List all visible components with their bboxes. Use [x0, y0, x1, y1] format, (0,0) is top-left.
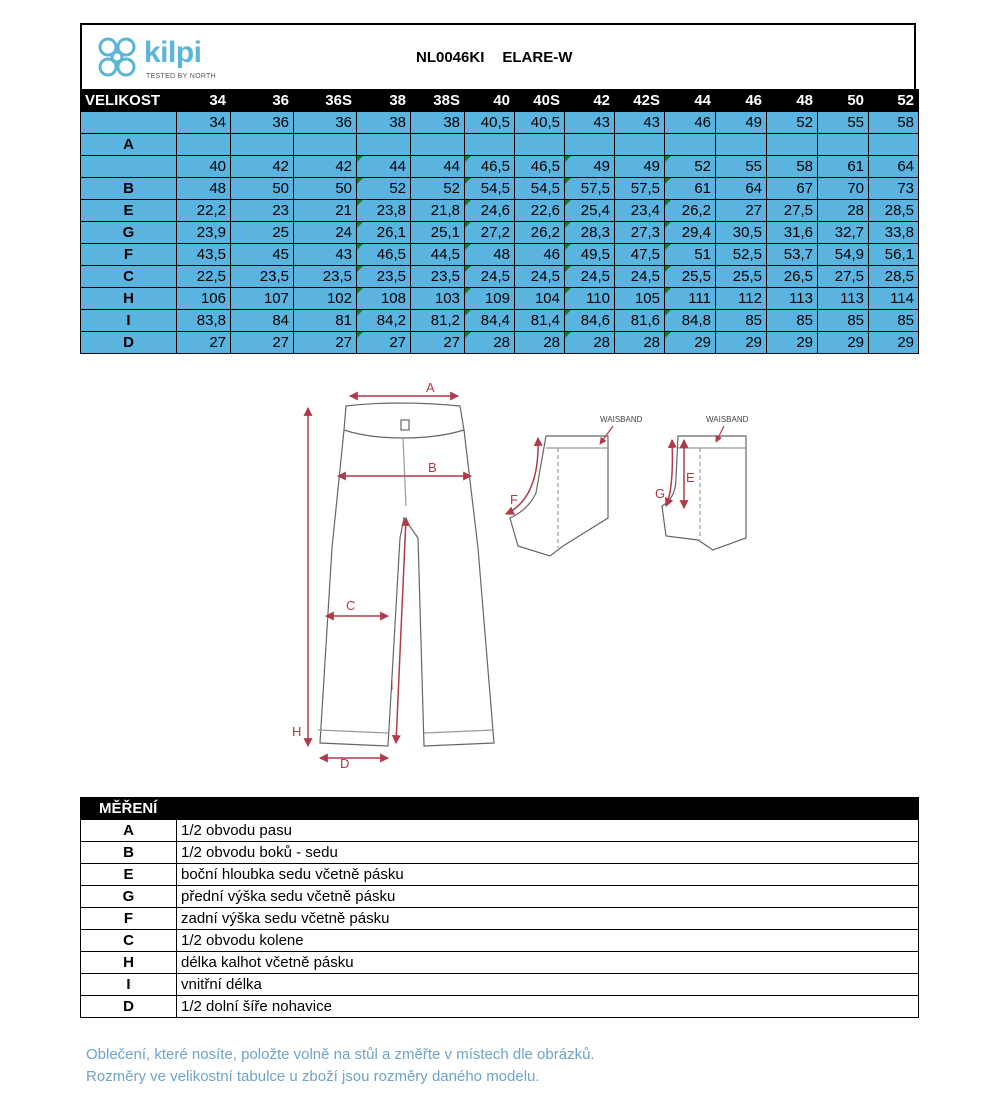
- measure-row: [81, 908, 919, 930]
- size-header-cell: 48: [767, 90, 818, 112]
- size-cell: [465, 134, 515, 156]
- size-cell: 106: [177, 288, 231, 310]
- back-seat-outline: [510, 436, 608, 556]
- size-cell: 67: [767, 178, 818, 200]
- size-cell: 26,2: [515, 222, 565, 244]
- note-line-2: Rozměry ve velikostní tabulce u zboží jsou rozměry daného modelu.: [86, 1068, 540, 1085]
- size-cell: 83,8: [177, 310, 231, 332]
- size-cell: 27: [716, 200, 767, 222]
- size-cell: 29: [767, 332, 818, 354]
- measurement-diagram: [288, 378, 758, 770]
- measure-key: G: [81, 886, 177, 908]
- size-cell: 27: [231, 332, 294, 354]
- size-cell: 44,5: [411, 244, 465, 266]
- size-cell: 49: [615, 156, 665, 178]
- note-line-1: Oblečení, které nosíte, položte volně na stůl a změřte v místech dle obrázků.: [86, 1046, 595, 1063]
- size-row: [81, 156, 919, 178]
- label-c: C: [346, 598, 356, 613]
- side-seat-outline: [662, 436, 746, 550]
- size-cell: 56,1: [869, 244, 919, 266]
- size-cell: 46,5: [515, 156, 565, 178]
- measure-header-label: MĚŘENÍ: [81, 798, 177, 820]
- size-cell: 40,5: [515, 112, 565, 134]
- size-cell: 24,5: [465, 266, 515, 288]
- size-cell: 24: [294, 222, 357, 244]
- size-cell: 40: [177, 156, 231, 178]
- size-cell: 81: [294, 310, 357, 332]
- size-row-label: I: [81, 310, 177, 332]
- size-cell: 84: [231, 310, 294, 332]
- measure-description: 1/2 dolní šíře nohavice: [177, 996, 919, 1018]
- size-cell: 84,6: [565, 310, 615, 332]
- size-cell: 28: [565, 332, 615, 354]
- sheet-header: [80, 23, 916, 89]
- brand-tagline: TESTED BY NORTH: [146, 73, 216, 80]
- size-cell: 46,5: [465, 156, 515, 178]
- size-header-cell: 40: [465, 90, 515, 112]
- size-cell: 44: [411, 156, 465, 178]
- size-cell: 64: [716, 178, 767, 200]
- size-cell: [716, 134, 767, 156]
- waistband-label-side: WAISBAND: [706, 415, 749, 424]
- size-row: [81, 200, 919, 222]
- label-e: E: [686, 470, 695, 485]
- size-cell: 23,5: [231, 266, 294, 288]
- size-row-label: F: [81, 244, 177, 266]
- size-cell: 27,5: [818, 266, 869, 288]
- size-cell: 28,5: [869, 200, 919, 222]
- size-cell: 28,5: [869, 266, 919, 288]
- size-cell: 112: [716, 288, 767, 310]
- size-cell: 21,8: [411, 200, 465, 222]
- measure-key: C: [81, 930, 177, 952]
- size-row-label: D: [81, 332, 177, 354]
- size-cell: 27,2: [465, 222, 515, 244]
- size-row: [81, 266, 919, 288]
- size-header-cell: 44: [665, 90, 716, 112]
- size-cell: 49: [565, 156, 615, 178]
- size-cell: 36: [231, 112, 294, 134]
- size-cell: 55: [716, 156, 767, 178]
- size-cell: 38: [411, 112, 465, 134]
- measure-description: přední výška sedu včetně pásku: [177, 886, 919, 908]
- size-cell: 29: [818, 332, 869, 354]
- size-cell: 54,9: [818, 244, 869, 266]
- measure-key: E: [81, 864, 177, 886]
- size-cell: 25,5: [665, 266, 716, 288]
- size-header-cell: 40S: [515, 90, 565, 112]
- size-cell: 46: [665, 112, 716, 134]
- measure-key: H: [81, 952, 177, 974]
- size-cell: 61: [818, 156, 869, 178]
- size-header-label: VELIKOST: [81, 90, 177, 112]
- size-cell: 28: [515, 332, 565, 354]
- label-g: G: [655, 486, 666, 501]
- size-header-cell: 38S: [411, 90, 465, 112]
- size-row: [81, 288, 919, 310]
- size-cell: 54,5: [515, 178, 565, 200]
- label-f: F: [510, 492, 518, 507]
- size-table: [80, 89, 919, 354]
- size-cell: 73: [869, 178, 919, 200]
- measure-description: zadní výška sedu včetně pásku: [177, 908, 919, 930]
- size-row: [81, 134, 919, 156]
- measure-description: boční hloubka sedu včetně pásku: [177, 864, 919, 886]
- size-cell: 43,5: [177, 244, 231, 266]
- size-header-cell: 42: [565, 90, 615, 112]
- size-cell: 22,5: [177, 266, 231, 288]
- size-cell: 21: [294, 200, 357, 222]
- size-cell: 49,5: [565, 244, 615, 266]
- size-cell: 22,2: [177, 200, 231, 222]
- waistband-label-back: WAISBAND: [600, 415, 643, 424]
- size-header-cell: 50: [818, 90, 869, 112]
- size-cell: 70: [818, 178, 869, 200]
- size-cell: 45: [231, 244, 294, 266]
- measure-header-blank: [177, 798, 919, 820]
- size-cell: 27: [294, 332, 357, 354]
- size-header-cell: 36S: [294, 90, 357, 112]
- size-cell: 81,2: [411, 310, 465, 332]
- size-cell: 114: [869, 288, 919, 310]
- label-a: A: [426, 380, 435, 395]
- size-cell: 64: [869, 156, 919, 178]
- size-cell: 52: [357, 178, 411, 200]
- measure-description: 1/2 obvodu kolene: [177, 930, 919, 952]
- size-row-label: H: [81, 288, 177, 310]
- product-name: ELARE-W: [502, 49, 573, 66]
- size-cell: 49: [716, 112, 767, 134]
- size-cell: 25,4: [565, 200, 615, 222]
- measure-description: vnitřní délka: [177, 974, 919, 996]
- size-cell: 50: [294, 178, 357, 200]
- size-cell: [565, 134, 615, 156]
- size-cell: [177, 134, 231, 156]
- size-cell: 34: [177, 112, 231, 134]
- size-cell: 55: [818, 112, 869, 134]
- measure-row: [81, 864, 919, 886]
- size-cell: 105: [615, 288, 665, 310]
- size-cell: 27,5: [767, 200, 818, 222]
- size-cell: 29: [869, 332, 919, 354]
- size-cell: 85: [869, 310, 919, 332]
- size-cell: 29,4: [665, 222, 716, 244]
- label-i: I: [390, 678, 394, 693]
- size-cell: 85: [818, 310, 869, 332]
- size-cell: 58: [767, 156, 818, 178]
- size-cell: 24,5: [515, 266, 565, 288]
- size-cell: 33,8: [869, 222, 919, 244]
- size-row-label: E: [81, 200, 177, 222]
- size-cell: 85: [767, 310, 818, 332]
- size-cell: 58: [869, 112, 919, 134]
- size-cell: 81,4: [515, 310, 565, 332]
- size-cell: 23,8: [357, 200, 411, 222]
- size-cell: 27: [357, 332, 411, 354]
- size-cell: 109: [465, 288, 515, 310]
- size-cell: 38: [357, 112, 411, 134]
- size-cell: [665, 134, 716, 156]
- size-cell: 43: [565, 112, 615, 134]
- size-cell: 84,2: [357, 310, 411, 332]
- label-b: B: [428, 460, 437, 475]
- size-header-row: [81, 90, 919, 112]
- size-row-label: [81, 112, 177, 134]
- size-cell: 27,3: [615, 222, 665, 244]
- label-h: H: [292, 724, 302, 739]
- size-cell: 23,9: [177, 222, 231, 244]
- measure-row: [81, 930, 919, 952]
- measure-description: 1/2 obvodu boků - sedu: [177, 842, 919, 864]
- size-cell: 23: [231, 200, 294, 222]
- size-row: [81, 178, 919, 200]
- size-cell: 48: [465, 244, 515, 266]
- size-cell: 24,5: [615, 266, 665, 288]
- size-header-cell: 52: [869, 90, 919, 112]
- size-cell: 23,5: [294, 266, 357, 288]
- size-cell: 52,5: [716, 244, 767, 266]
- size-row-label: A: [81, 134, 177, 156]
- size-cell: 29: [665, 332, 716, 354]
- size-cell: [294, 134, 357, 156]
- size-cell: [231, 134, 294, 156]
- measure-key: A: [81, 820, 177, 842]
- size-cell: 81,6: [615, 310, 665, 332]
- size-row: [81, 222, 919, 244]
- kilpi-knot-icon: [94, 33, 140, 83]
- size-cell: 26,1: [357, 222, 411, 244]
- size-header-cell: 34: [177, 90, 231, 112]
- size-cell: 23,5: [411, 266, 465, 288]
- brand-name: kilpi: [144, 36, 202, 69]
- size-row: [81, 244, 919, 266]
- size-cell: 28: [615, 332, 665, 354]
- measure-header-row: [81, 798, 919, 820]
- measure-row: [81, 886, 919, 908]
- size-cell: 108: [357, 288, 411, 310]
- measure-row: [81, 952, 919, 974]
- size-cell: 54,5: [465, 178, 515, 200]
- size-cell: 84,8: [665, 310, 716, 332]
- size-row-label: [81, 156, 177, 178]
- size-cell: 32,7: [818, 222, 869, 244]
- size-cell: 110: [565, 288, 615, 310]
- size-cell: 107: [231, 288, 294, 310]
- size-cell: 47,5: [615, 244, 665, 266]
- size-cell: 44: [357, 156, 411, 178]
- size-cell: [357, 134, 411, 156]
- size-cell: 52: [411, 178, 465, 200]
- size-cell: 50: [231, 178, 294, 200]
- size-cell: 84,4: [465, 310, 515, 332]
- size-cell: 52: [767, 112, 818, 134]
- size-row-label: G: [81, 222, 177, 244]
- size-header-cell: 38: [357, 90, 411, 112]
- size-cell: [869, 134, 919, 156]
- size-cell: 25,5: [716, 266, 767, 288]
- size-cell: [767, 134, 818, 156]
- measurement-table: [80, 797, 919, 1018]
- label-d: D: [340, 756, 350, 770]
- size-cell: 42: [231, 156, 294, 178]
- size-cell: 46,5: [357, 244, 411, 266]
- measure-key: F: [81, 908, 177, 930]
- size-cell: 28: [465, 332, 515, 354]
- size-cell: 48: [177, 178, 231, 200]
- size-cell: 111: [665, 288, 716, 310]
- size-cell: 103: [411, 288, 465, 310]
- size-cell: 104: [515, 288, 565, 310]
- size-cell: 27: [411, 332, 465, 354]
- size-cell: 23,5: [357, 266, 411, 288]
- size-header-cell: 36: [231, 90, 294, 112]
- size-cell: 29: [716, 332, 767, 354]
- trousers-outline: [318, 403, 494, 746]
- size-cell: 113: [767, 288, 818, 310]
- size-cell: [818, 134, 869, 156]
- size-row-label: B: [81, 178, 177, 200]
- size-cell: 23,4: [615, 200, 665, 222]
- size-cell: 25,1: [411, 222, 465, 244]
- measure-description: 1/2 obvodu pasu: [177, 820, 919, 842]
- size-cell: 28,3: [565, 222, 615, 244]
- size-cell: 61: [665, 178, 716, 200]
- size-cell: 42: [294, 156, 357, 178]
- size-cell: 46: [515, 244, 565, 266]
- measure-description: délka kalhot včetně pásku: [177, 952, 919, 974]
- size-cell: 24,6: [465, 200, 515, 222]
- measure-row: [81, 996, 919, 1018]
- size-row: [81, 332, 919, 354]
- size-cell: 51: [665, 244, 716, 266]
- size-row-label: C: [81, 266, 177, 288]
- product-title: [416, 49, 590, 66]
- size-cell: 52: [665, 156, 716, 178]
- brand-logo: [94, 33, 234, 85]
- measure-row: [81, 842, 919, 864]
- measure-row: [81, 974, 919, 996]
- size-cell: 113: [818, 288, 869, 310]
- size-cell: 26,2: [665, 200, 716, 222]
- size-cell: 27: [177, 332, 231, 354]
- size-cell: 31,6: [767, 222, 818, 244]
- size-cell: 85: [716, 310, 767, 332]
- product-code: NL0046KI: [416, 49, 485, 66]
- size-cell: 22,6: [515, 200, 565, 222]
- size-row: [81, 310, 919, 332]
- size-cell: [411, 134, 465, 156]
- size-cell: 43: [615, 112, 665, 134]
- size-cell: [615, 134, 665, 156]
- size-cell: 57,5: [615, 178, 665, 200]
- size-cell: 53,7: [767, 244, 818, 266]
- size-cell: 25: [231, 222, 294, 244]
- size-cell: 30,5: [716, 222, 767, 244]
- size-row: [81, 112, 919, 134]
- size-cell: [515, 134, 565, 156]
- size-header-cell: 42S: [615, 90, 665, 112]
- size-cell: 28: [818, 200, 869, 222]
- size-cell: 24,5: [565, 266, 615, 288]
- measure-key: B: [81, 842, 177, 864]
- size-cell: 26,5: [767, 266, 818, 288]
- measure-key: I: [81, 974, 177, 996]
- size-cell: 43: [294, 244, 357, 266]
- size-cell: 57,5: [565, 178, 615, 200]
- size-cell: 102: [294, 288, 357, 310]
- measure-key: D: [81, 996, 177, 1018]
- measure-row: [81, 820, 919, 842]
- size-cell: 36: [294, 112, 357, 134]
- size-header-cell: 46: [716, 90, 767, 112]
- size-cell: 40,5: [465, 112, 515, 134]
